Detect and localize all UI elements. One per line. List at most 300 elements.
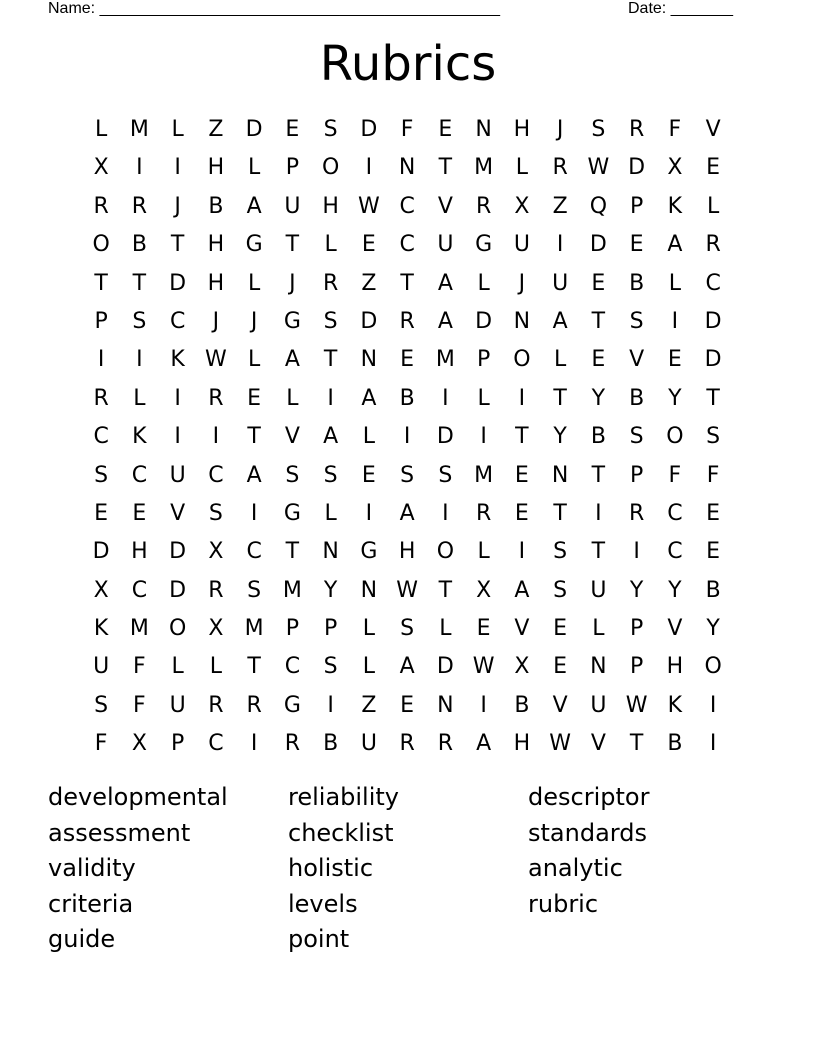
grid-letter: X — [131, 731, 147, 757]
grid-letter: A — [667, 232, 683, 258]
grid-letter: S — [323, 654, 338, 680]
grid-letter: K — [170, 347, 185, 373]
grid-letter: Z — [208, 117, 224, 142]
grid-letter: V — [170, 500, 186, 526]
grid-letter: E — [476, 616, 491, 642]
grid-letter: D — [92, 539, 110, 565]
grid-letter: I — [327, 692, 334, 718]
grid-letter: N — [437, 692, 454, 718]
grid-letter: I — [518, 539, 526, 565]
grid-letter: S — [400, 616, 415, 642]
grid-letter: G — [475, 232, 493, 258]
grid-letter: H — [207, 155, 225, 181]
word-list-item: checklist — [288, 818, 394, 847]
grid-letter: S — [591, 117, 606, 142]
grid-letter: C — [399, 193, 415, 219]
grid-letter: H — [513, 731, 531, 757]
grid-letter: T — [591, 308, 606, 334]
grid-letter: B — [131, 232, 147, 258]
grid-letter: P — [285, 155, 300, 181]
grid-letter: T — [285, 232, 300, 258]
grid-letter: I — [250, 731, 258, 757]
grid-letter: D — [169, 539, 187, 565]
grid-letter: R — [93, 385, 109, 411]
grid-letter: B — [667, 731, 683, 757]
grid-letter: I — [403, 424, 411, 450]
grid-letter: M — [435, 347, 455, 373]
grid-letter: G — [283, 692, 301, 718]
grid-letter: J — [174, 193, 181, 219]
grid-letter: P — [323, 616, 338, 642]
word-search-grid — [82, 111, 732, 764]
grid-letter: I — [136, 347, 143, 373]
grid-letter: B — [323, 731, 339, 757]
grid-letter: X — [93, 155, 109, 181]
grid-letter: K — [667, 692, 683, 718]
grid-letter: I — [174, 385, 181, 411]
grid-letter: E — [285, 117, 300, 142]
grid-letter: L — [171, 654, 184, 680]
grid-letter: K — [132, 424, 147, 450]
word-column-1 — [48, 780, 288, 958]
grid-letter: R — [399, 308, 415, 334]
grid-letter: B — [399, 385, 415, 411]
grid-letter: D — [704, 347, 722, 373]
grid-letter: H — [207, 270, 225, 296]
grid-letter: C — [131, 462, 148, 488]
grid-letter: U — [552, 270, 569, 296]
grid-letter: D — [704, 308, 722, 334]
grid-letter: S — [629, 424, 644, 450]
grid-letter: W — [204, 347, 227, 373]
grid-letter: Y — [591, 385, 606, 411]
grid-letter: C — [131, 577, 148, 603]
grid-letter: I — [633, 539, 640, 565]
grid-letter: A — [437, 308, 453, 334]
header-fields — [48, 0, 748, 20]
grid-letter: C — [667, 500, 683, 526]
grid-letter: Z — [361, 270, 377, 296]
grid-letter: U — [93, 654, 110, 680]
grid-letter: T — [132, 270, 147, 296]
grid-letter: N — [475, 117, 492, 142]
grid-letter: U — [360, 731, 377, 757]
grid-letter: B — [705, 577, 721, 603]
word-list-item: point — [288, 925, 350, 953]
grid-letter: R — [246, 692, 262, 718]
grid-letter: E — [706, 500, 721, 526]
word-column-2 — [288, 780, 528, 958]
grid-letter: R — [208, 692, 224, 718]
grid-letter: T — [170, 232, 185, 258]
grid-letter: R — [93, 193, 109, 219]
grid-letter: V — [629, 347, 645, 373]
grid-letter: D — [436, 654, 454, 680]
grid-letter: E — [514, 462, 529, 488]
grid-letter: P — [170, 731, 185, 757]
grid-letter: A — [361, 385, 377, 411]
grid-letter: T — [706, 385, 720, 411]
grid-letter: I — [709, 692, 717, 718]
grid-letter: E — [591, 270, 606, 296]
grid-letter: R — [322, 270, 339, 296]
grid-letter: L — [286, 385, 299, 411]
grid-letter: M — [129, 117, 149, 142]
grid-letter: A — [514, 577, 530, 603]
grid-letter: D — [589, 232, 607, 258]
grid-letter: L — [553, 347, 567, 373]
grid-letter: L — [247, 347, 261, 373]
grid-letter: R — [284, 731, 301, 757]
grid-letter: J — [518, 270, 526, 296]
grid-letter: K — [667, 193, 683, 219]
grid-letter: V — [590, 731, 606, 757]
grid-letter: I — [250, 500, 258, 526]
word-column-3 — [528, 780, 768, 922]
grid-letter: L — [171, 117, 184, 142]
word-list-item: holistic — [288, 854, 374, 882]
grid-letter: A — [476, 731, 492, 757]
grid-letter: D — [628, 155, 646, 181]
grid-letter: V — [437, 193, 453, 219]
grid-letter: I — [327, 385, 334, 411]
grid-letter: X — [93, 577, 109, 603]
grid-letter: T — [400, 270, 414, 296]
grid-letter: B — [208, 193, 224, 219]
grid-letter: L — [247, 270, 261, 296]
grid-letter: A — [323, 424, 339, 450]
grid-letter: A — [399, 500, 415, 526]
grid-letter: S — [629, 308, 644, 334]
grid-letter: H — [131, 539, 148, 565]
grid-letter: S — [323, 308, 338, 334]
grid-letter: F — [400, 117, 414, 142]
grid-letter: E — [591, 347, 606, 373]
grid-letter: R — [208, 577, 224, 603]
grid-letter: Y — [706, 616, 720, 642]
grid-letter: P — [94, 308, 108, 334]
grid-letter: U — [169, 692, 186, 718]
grid-letter: E — [629, 232, 644, 258]
word-list-item: standards — [528, 818, 647, 847]
grid-letter: Y — [668, 577, 682, 603]
grid-letter: W — [587, 155, 610, 181]
grid-letter: T — [323, 347, 338, 373]
grid-letter: F — [706, 462, 720, 488]
grid-letter: D — [360, 308, 378, 334]
grid-letter: V — [284, 424, 300, 450]
grid-letter: C — [246, 539, 262, 565]
grid-letter: R — [475, 500, 492, 526]
grid-letter: W — [625, 692, 648, 718]
grid-letter: X — [208, 616, 224, 642]
grid-letter: E — [247, 385, 262, 411]
grid-letter: S — [706, 424, 721, 450]
grid-letter: C — [208, 731, 224, 757]
grid-letter: J — [556, 117, 564, 142]
grid-letter: I — [595, 500, 602, 526]
grid-letter: A — [284, 347, 300, 373]
grid-letter: E — [514, 500, 529, 526]
grid-letter: W — [357, 193, 380, 219]
grid-letter: L — [668, 270, 681, 296]
grid-letter: B — [590, 424, 606, 450]
grid-letter: T — [591, 539, 606, 565]
grid-letter: I — [480, 424, 487, 450]
grid-letter: L — [362, 654, 375, 680]
grid-letter: E — [706, 155, 721, 181]
grid-letter: Z — [552, 193, 568, 219]
grid-letter: J — [289, 270, 296, 296]
grid-letter: X — [514, 193, 530, 219]
word-list-item: reliability — [288, 783, 399, 811]
grid-letter: U — [169, 462, 186, 488]
grid-letter: F — [668, 117, 682, 142]
grid-letter: L — [477, 385, 490, 411]
grid-letter: I — [365, 155, 373, 181]
grid-letter: C — [667, 539, 683, 565]
grid-letter: S — [323, 462, 338, 488]
page-title: Rubrics — [319, 36, 497, 92]
grid-letter: L — [477, 270, 490, 296]
grid-letter: Y — [668, 385, 682, 411]
grid-letter: S — [94, 692, 109, 718]
grid-letter: D — [360, 117, 378, 142]
grid-letter: E — [132, 500, 147, 526]
grid-letter: I — [518, 385, 526, 411]
grid-letter: V — [667, 616, 683, 642]
grid-letter: S — [285, 462, 300, 488]
grid-letter: Z — [361, 692, 377, 718]
grid-letter: N — [398, 155, 416, 181]
grid-letter: M — [282, 577, 302, 603]
grid-letter: L — [324, 500, 337, 526]
grid-letter: L — [324, 232, 337, 258]
grid-letter: U — [284, 193, 301, 219]
grid-letter: D — [169, 270, 187, 296]
grid-letter: E — [361, 462, 376, 488]
grid-letter: S — [553, 539, 568, 565]
grid-letter: P — [285, 616, 300, 642]
grid-letter: P — [629, 193, 644, 219]
grid-letter: A — [246, 193, 262, 219]
grid-letter: U — [513, 232, 530, 258]
grid-letter: A — [399, 654, 415, 680]
grid-letter: N — [551, 462, 569, 488]
grid-letter: C — [169, 308, 186, 334]
grid-letter: X — [208, 539, 224, 565]
grid-letter: T — [285, 539, 300, 565]
grid-letter: V — [552, 692, 568, 718]
word-list-item: descriptor — [528, 783, 650, 811]
grid-letter: T — [94, 270, 108, 296]
grid-letter: S — [94, 462, 109, 488]
grid-letter: J — [250, 308, 258, 334]
word-list-item: validity — [48, 854, 136, 882]
grid-letter: I — [97, 347, 105, 373]
grid-letter: L — [515, 155, 528, 181]
grid-letter: R — [628, 500, 645, 526]
grid-letter: L — [592, 616, 605, 642]
grid-letter: E — [94, 500, 109, 526]
grid-letter: H — [513, 117, 531, 142]
date-field-line: Date: _______ — [628, 0, 733, 17]
grid-letter: G — [245, 232, 263, 258]
grid-letter: T — [553, 385, 567, 411]
grid-letter: R — [437, 731, 454, 757]
grid-letter: L — [477, 539, 490, 565]
word-list-item: developmental — [48, 783, 228, 811]
grid-letter: N — [360, 577, 378, 603]
grid-letter: H — [207, 232, 225, 258]
grid-letter: S — [132, 308, 147, 334]
grid-letter: T — [629, 731, 644, 757]
grid-letter: D — [436, 424, 454, 450]
grid-letter: F — [133, 654, 146, 680]
grid-letter: W — [549, 731, 571, 757]
grid-letter: U — [590, 692, 607, 718]
grid-letter: Y — [323, 577, 338, 603]
grid-letter: X — [514, 654, 530, 680]
grid-letter: F — [94, 731, 108, 757]
grid-letter: L — [133, 385, 146, 411]
word-list-item: assessment — [48, 818, 191, 847]
grid-letter: K — [93, 616, 109, 642]
grid-letter: M — [474, 462, 494, 488]
grid-letter: R — [628, 117, 645, 142]
grid-letter: I — [480, 692, 487, 718]
grid-letter: R — [705, 232, 721, 258]
grid-letter: V — [514, 616, 530, 642]
grid-letter: W — [396, 577, 418, 603]
grid-letter: X — [476, 577, 492, 603]
grid-letter: E — [361, 232, 376, 258]
grid-letter: D — [245, 117, 263, 142]
grid-letter: D — [169, 577, 187, 603]
grid-letter: L — [362, 616, 375, 642]
grid-letter: I — [212, 424, 220, 450]
grid-letter: S — [208, 500, 223, 526]
grid-letter: I — [442, 385, 449, 411]
grid-letter: G — [283, 308, 301, 334]
grid-letter: C — [705, 270, 721, 296]
grid-letter: E — [553, 616, 568, 642]
grid-letter: A — [437, 270, 453, 296]
grid-letter: S — [247, 577, 262, 603]
grid-letter: H — [398, 539, 416, 565]
grid-letter: I — [174, 155, 181, 181]
grid-letter: E — [400, 692, 415, 718]
grid-letter: H — [666, 654, 684, 680]
grid-letter: T — [247, 654, 261, 680]
grid-letter: I — [136, 155, 143, 181]
grid-letter: B — [629, 385, 645, 411]
grid-letter: T — [247, 424, 261, 450]
grid-letter: L — [247, 155, 261, 181]
grid-letter: C — [399, 232, 415, 258]
grid-letter: G — [360, 539, 378, 565]
grid-letter: U — [437, 232, 454, 258]
grid-letter: O — [666, 424, 684, 450]
grid-letter: M — [244, 616, 264, 642]
grid-letter: B — [514, 692, 530, 718]
grid-letter: E — [706, 539, 721, 565]
grid-letter: T — [438, 155, 453, 181]
word-list-item: guide — [48, 925, 116, 953]
grid-letter: Q — [589, 193, 608, 219]
grid-letter: S — [553, 577, 568, 603]
grid-letter: C — [284, 654, 301, 680]
grid-letter: R — [475, 193, 492, 219]
grid-letter: O — [168, 616, 187, 642]
grid-letter: T — [553, 500, 567, 526]
grid-letter: T — [591, 462, 606, 488]
grid-letter: J — [212, 308, 220, 334]
grid-letter: O — [321, 155, 340, 181]
grid-letter: R — [552, 155, 568, 181]
name-field-line: Name: _____________________________________________ — [48, 0, 500, 17]
grid-letter: O — [92, 232, 110, 258]
grid-letter: P — [629, 462, 644, 488]
grid-letter: V — [705, 117, 721, 142]
grid-letter: E — [438, 117, 453, 142]
grid-letter: S — [400, 462, 415, 488]
grid-letter: I — [365, 500, 373, 526]
word-list-item: criteria — [48, 889, 134, 918]
grid-letter: L — [362, 424, 375, 450]
grid-letter: U — [590, 577, 607, 603]
grid-letter: E — [553, 654, 568, 680]
word-list-item: rubric — [528, 889, 599, 918]
grid-letter: N — [360, 347, 378, 373]
grid-letter: T — [515, 424, 529, 450]
grid-letter: S — [323, 117, 338, 142]
grid-letter: N — [590, 654, 607, 680]
grid-letter: C — [93, 424, 109, 450]
grid-letter: E — [667, 347, 682, 373]
grid-letter: I — [671, 308, 679, 334]
grid-letter: R — [131, 193, 148, 219]
word-list-item: levels — [288, 889, 358, 918]
grid-letter: C — [208, 462, 224, 488]
grid-letter: P — [629, 654, 644, 680]
grid-letter: L — [94, 117, 108, 142]
grid-letter: I — [709, 731, 717, 757]
grid-letter: W — [472, 654, 495, 680]
grid-letter: P — [476, 347, 491, 373]
grid-letter: P — [629, 616, 644, 642]
grid-letter: L — [439, 616, 452, 642]
grid-letter: N — [513, 308, 531, 334]
grid-letter: M — [129, 616, 149, 642]
grid-letter: Y — [553, 424, 567, 450]
grid-letter: S — [438, 462, 453, 488]
grid-letter: N — [322, 539, 339, 565]
grid-letter: L — [209, 654, 222, 680]
grid-letter: O — [513, 347, 531, 373]
grid-letter: T — [438, 577, 453, 603]
grid-letter: D — [475, 308, 493, 334]
grid-letter: X — [667, 155, 683, 181]
grid-letter: O — [436, 539, 455, 565]
grid-letter: F — [133, 692, 146, 718]
grid-letter: M — [474, 155, 494, 181]
grid-letter: I — [556, 232, 564, 258]
grid-letter: R — [208, 385, 224, 411]
grid-letter: H — [322, 193, 339, 219]
grid-letter: F — [668, 462, 682, 488]
grid-letter: A — [246, 462, 262, 488]
